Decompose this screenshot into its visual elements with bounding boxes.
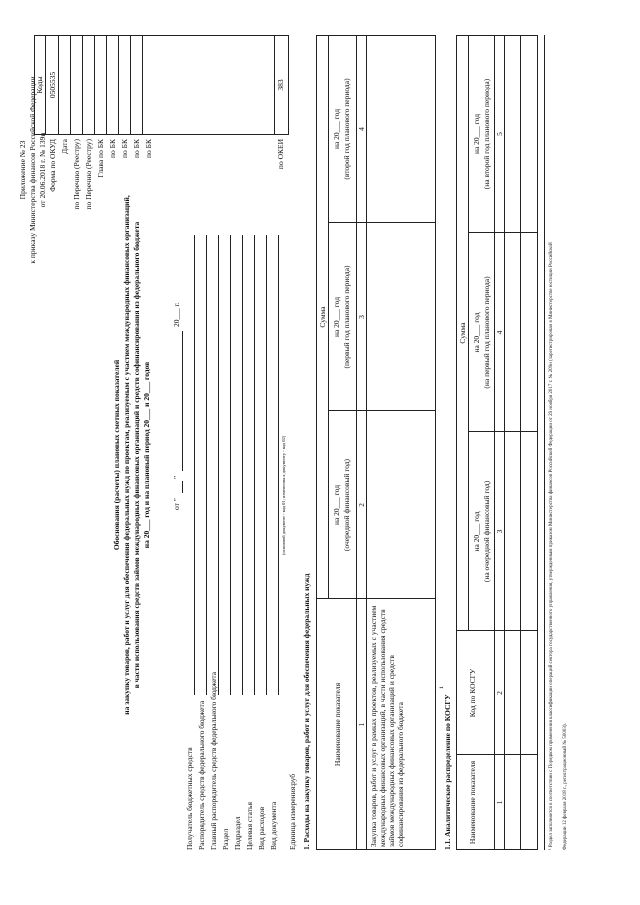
field-recipient: Получатель бюджетных средств (185, 747, 194, 850)
date-from: от " (172, 498, 181, 510)
s11-num-1: 1 (495, 800, 504, 805)
s1-col-name: Наименование показателя (333, 682, 342, 767)
field-expense-type: Вид расходов (257, 806, 266, 850)
okei-label: по ОКЕИ (276, 139, 285, 170)
appendix-line2: к приказу Министерства финансов Российской Федерации (28, 76, 37, 264)
codes-box (34, 35, 289, 135)
s11-col4-l2: (на первый год планового периода) (482, 276, 491, 389)
s1-col2-l2: (очередной финансовый год) (342, 458, 351, 552)
s11-col4-l1: на 20___ год (472, 312, 481, 353)
code-label-3: Глава по БК (96, 139, 105, 178)
s1-row-text: Закупка товаров, работ и услуг в рамках проектов, реализуемых с участием международных финансовых организаций, в части использования средств займов международных финансовых организаций и средств софинансирования из федерального бюджета (369, 605, 405, 847)
field-document-type: Вид документа (269, 801, 278, 850)
section1-heading: 1. Расходы на закупку товаров, работ и услуг для обеспечения федеральных нужд (302, 573, 311, 850)
footnote-line1: ¹ Раздел заполняется в соответствии с Порядком применения классификации операций сектора государственного управления, утвержденным приказом Министерства финансов Российской Федерации от 29 ноября 2017 г. № 209н (зарегистрирован в Министерстве юстиции Российской (549, 242, 554, 850)
s1-num-1: 1 (357, 722, 366, 727)
doc-type-note: (основной документ - код 01; изменения к документу - код 02) (281, 435, 286, 555)
okei-value: 383 (276, 79, 285, 91)
date-label: Дата (60, 139, 69, 154)
appendix-line3: от 20.06.2018 г. № 139н (38, 132, 47, 208)
s1-col3-l2: (первый год планового периода) (342, 265, 351, 369)
s11-num-5: 5 (495, 132, 504, 136)
okud-value: 0505535 (48, 71, 57, 99)
appendix-line1: Приложение № 23 (18, 140, 27, 200)
field-manager: Распорядитель средств федерального бюджета (197, 700, 206, 850)
s11-num-4: 4 (495, 330, 504, 335)
title-line3: в части использования средств займов международных финансовых организаций и средств софинансирования из федерального бюджета (132, 221, 141, 689)
section11-footnote-mark: 1 (440, 686, 445, 689)
s11-col5-l1: на 20___ год (472, 113, 481, 155)
s11-col3-l2: (на очередной финансовый год) (482, 480, 491, 583)
field-chief-manager: Главный распорядитель средств федерального бюджета (209, 671, 218, 850)
code-label-6: по БК (132, 139, 141, 158)
title-line4: на 20___ год и на плановый период 20___ и 20___ годов (142, 361, 151, 549)
s1-col3-l1: на 20___ год (332, 296, 341, 338)
okud-label: Форма по ОКУД (48, 139, 57, 192)
title-line2: на закупку товаров, работ и услуг для обеспечения федеральных нужд по проектам, реализуемым с участием международных финансовых организаций, (122, 195, 131, 715)
code-label-5: по БК (120, 139, 129, 158)
title-line1: Обоснования (расчеты) плановых сметных показателей (112, 359, 121, 551)
unit-label: Единица измерения: (288, 784, 297, 850)
date-quote: " (172, 475, 181, 479)
codes-header: Коды (35, 76, 44, 94)
field-target-article: Целевая статья (245, 802, 254, 850)
code-label-1: по Перечню (Реестру) (72, 139, 81, 210)
s11-col3-l1: на 20___ год (472, 511, 481, 552)
s1-num-4: 4 (357, 127, 366, 131)
code-label-7: по БК (144, 139, 153, 158)
field-subsection: Подраздел (233, 816, 242, 850)
s1-col4-l2: (второй год планового периода) (342, 78, 351, 180)
s1-num-2: 2 (357, 503, 366, 507)
footnote-line2: Федерации 12 февраля 2018 г., регистрационный № 50003). (563, 723, 568, 850)
s1-col2-l1: на 20___ год (332, 484, 341, 526)
s11-num-3: 3 (495, 529, 504, 534)
s1-num-3: 3 (357, 315, 366, 319)
s11-sum-header: Сумма (458, 322, 467, 344)
unit-value: руб (288, 773, 297, 785)
s11-col-code: Код по КОСГУ (468, 668, 477, 718)
s11-num-2: 2 (495, 691, 504, 695)
code-label-2: по Перечню (Реестру) (84, 139, 93, 210)
code-label-4: по БК (108, 139, 117, 158)
field-section: Раздел (221, 828, 230, 850)
section11-heading: 1.1. Аналитическое распределение по КОСГУ (443, 694, 452, 850)
s11-col-name: Наименование показателя (468, 760, 477, 845)
s1-sum-header: Сумма (318, 306, 327, 328)
s11-col5-l2: (на второй год планового периода) (482, 78, 491, 190)
s1-col4-l1: на 20___ год (332, 108, 341, 150)
date-year: 20___ г. (172, 302, 181, 327)
